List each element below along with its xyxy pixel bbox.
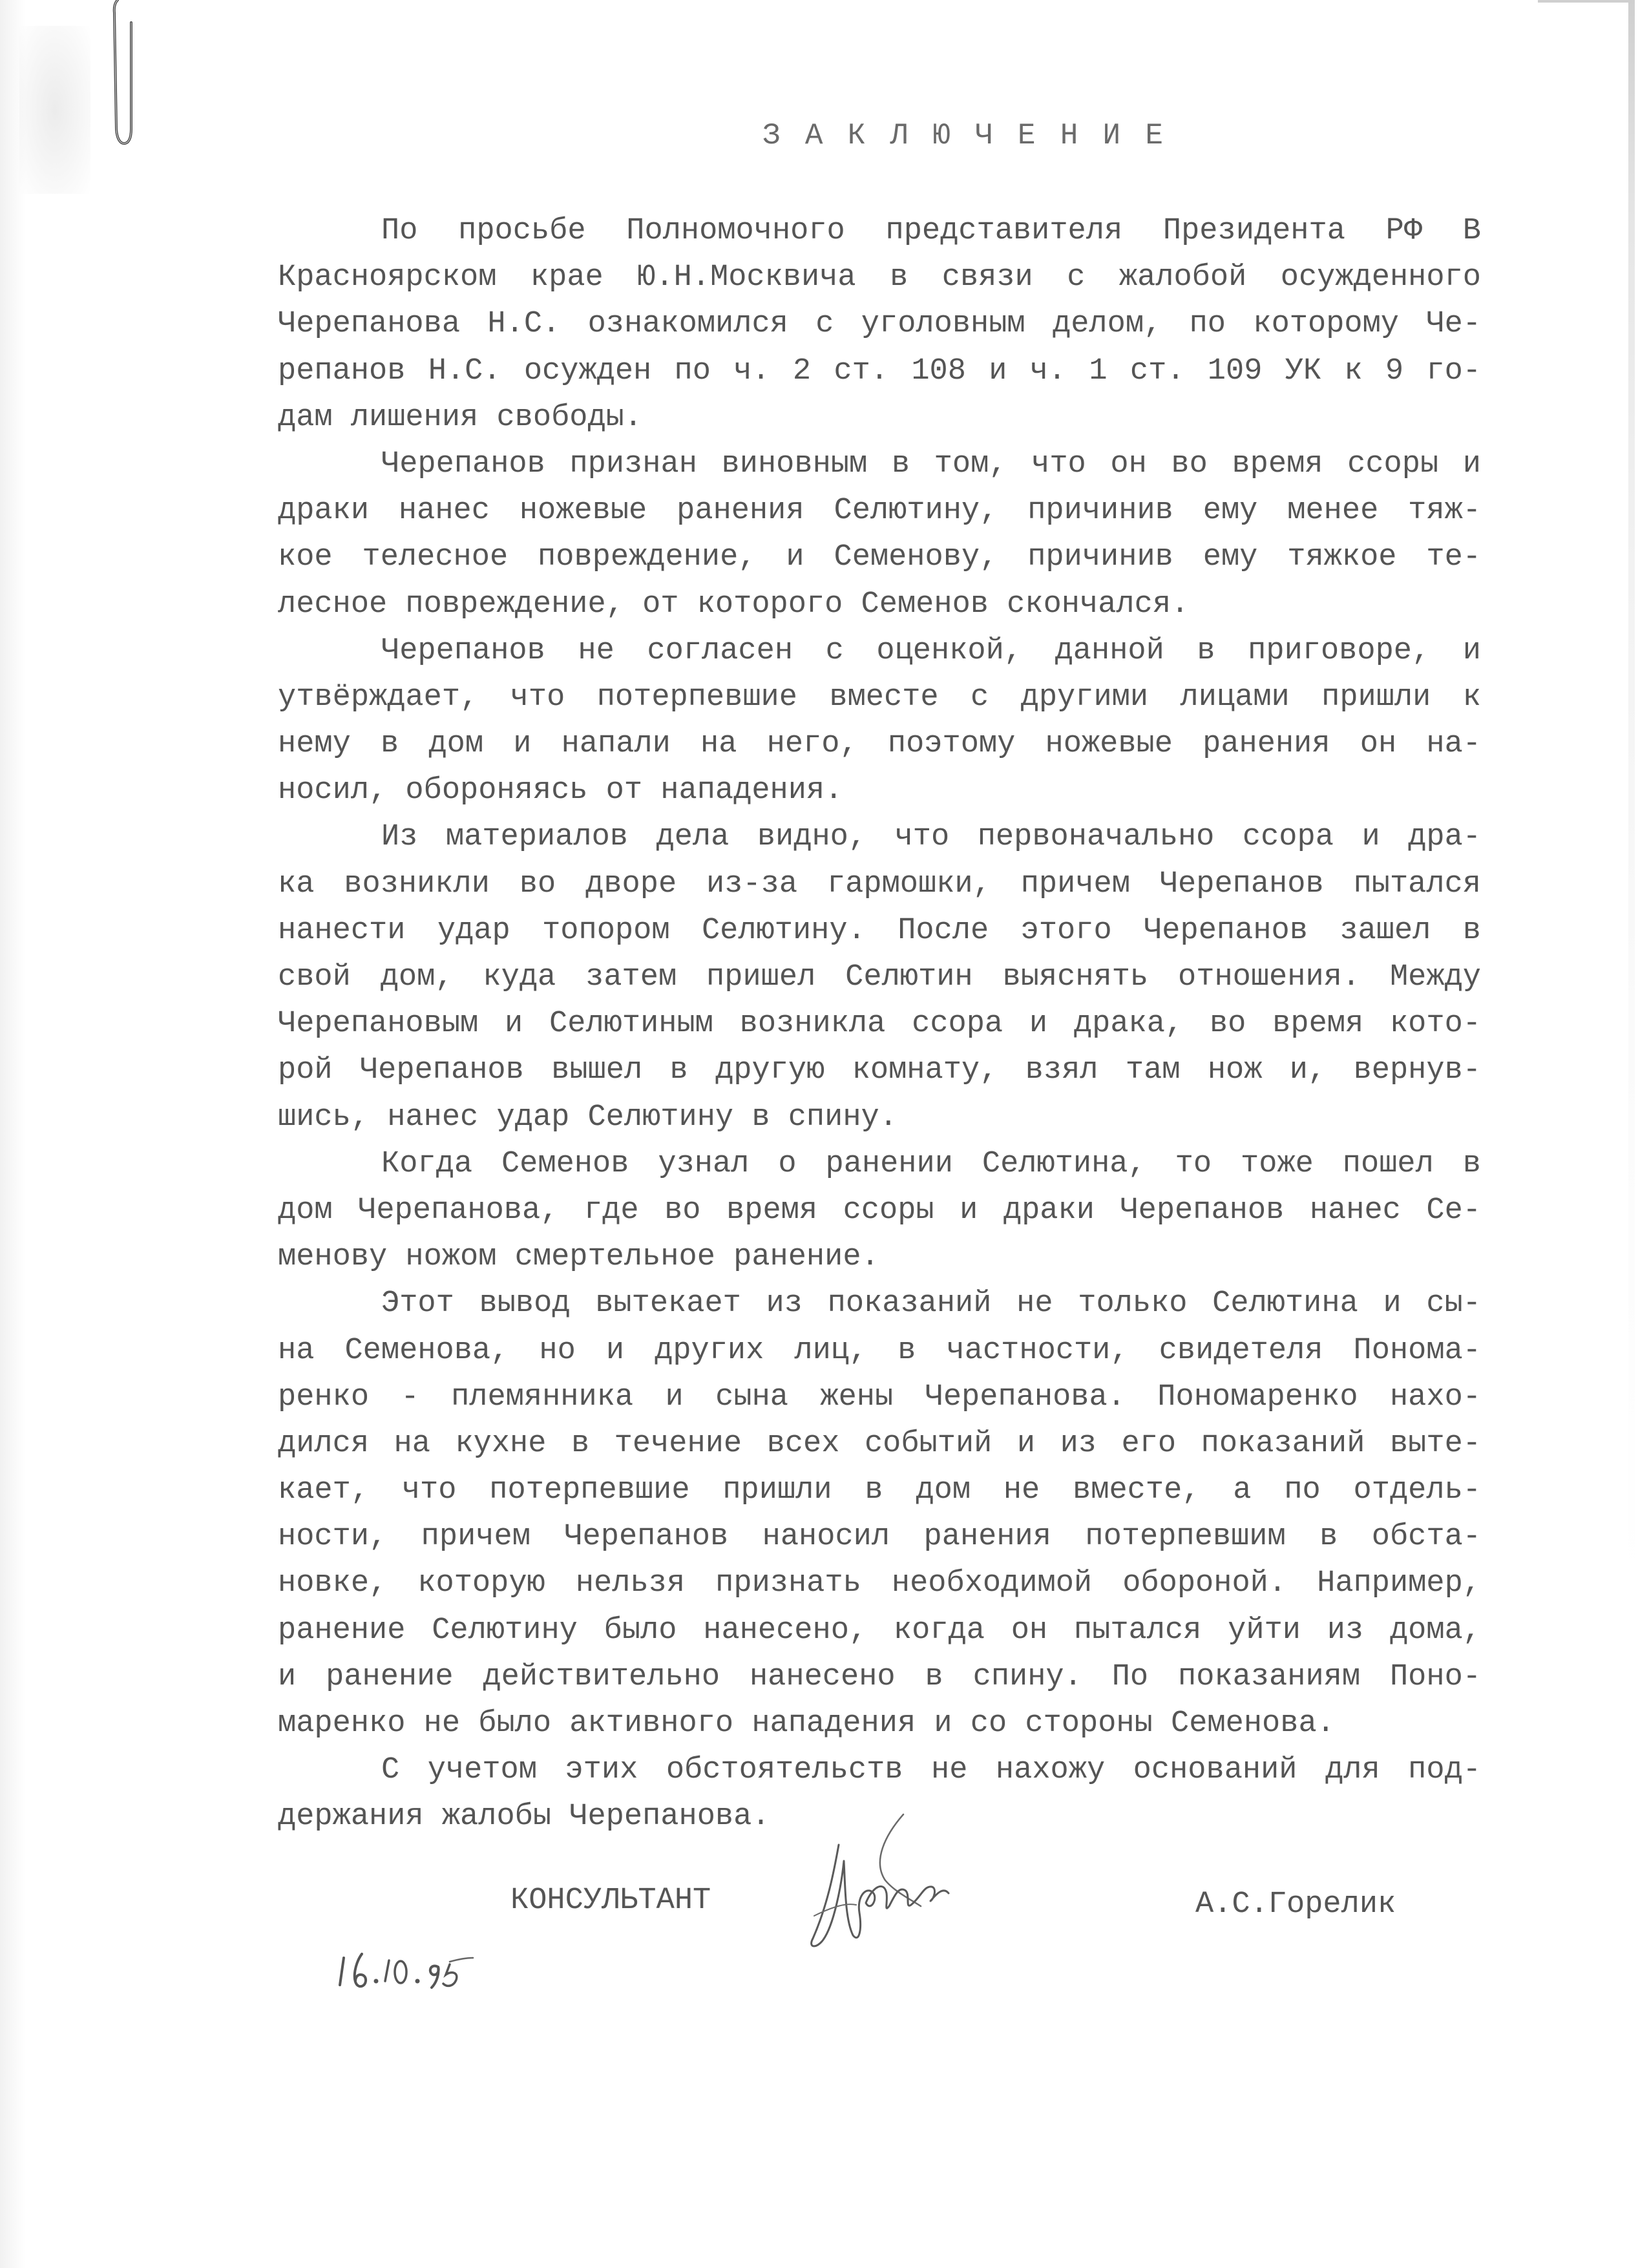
text-line: и ранение действительно нанесено в спину. По показаниям Поно- bbox=[278, 1659, 1481, 1694]
text-line: нему в дом и напали на него, поэтому ножевые ранения он на- bbox=[278, 727, 1481, 762]
text-line: Красноярском крае Ю.Н.Москвича в связи с жалобой осужденного bbox=[278, 260, 1481, 295]
text-line: лесное повреждение, от которого Семенов скончался. bbox=[278, 587, 1190, 622]
scan-smudge bbox=[19, 26, 90, 194]
text-line: носил, обороняясь от нападения. bbox=[278, 773, 843, 808]
text-line: дился на кухне в течение всех событий и из его показаний выте- bbox=[278, 1426, 1481, 1461]
text-line: кое телесное повреждение, и Семенову, причинив ему тяжкое те- bbox=[278, 540, 1481, 575]
text-line: Этот вывод вытекает из показаний не только Селютина и сы- bbox=[381, 1286, 1481, 1321]
page-right-edge bbox=[1628, 0, 1635, 2268]
text-line: Из материалов дела видно, что первоначально ссора и дра- bbox=[381, 820, 1481, 855]
document-title: З А К Л Ю Ч Е Н И Е bbox=[762, 119, 1163, 152]
text-line: держания жалобы Черепанова. bbox=[278, 1800, 770, 1834]
signatory-name: А.С.Горелик bbox=[1195, 1887, 1396, 1922]
document-body bbox=[278, 208, 1481, 1841]
text-line: Черепанов не согласен с оценкой, данной в приговоре, и bbox=[381, 633, 1481, 668]
text-line: кает, что потерпевшие пришли в дом не вместе, а по отдель- bbox=[278, 1473, 1481, 1508]
text-line: рой Черепанов вышел в другую комнату, взял там нож и, вернув- bbox=[278, 1053, 1481, 1088]
text-line: маренко не было активного нападения и со стороны Семенова. bbox=[278, 1706, 1335, 1741]
text-line: репанов Н.С. осужден по ч. 2 ст. 108 и ч. 1 ст. 109 УК к 9 го- bbox=[278, 353, 1481, 388]
scan-left-shadow bbox=[0, 0, 26, 2268]
handwritten-signature bbox=[808, 1790, 1079, 1951]
text-line: свой дом, куда затем пришел Селютин выяснять отношения. Между bbox=[278, 960, 1481, 994]
text-line: нанести удар топором Селютину. После этого Черепанов зашел в bbox=[278, 913, 1481, 948]
text-line: ности, причем Черепанов наносил ранения потерпевшим в обста- bbox=[278, 1520, 1481, 1555]
paragraph bbox=[278, 814, 1481, 1140]
text-line: ренко - племянника и сына жены Черепанова. Пономаренко нахо- bbox=[278, 1380, 1481, 1414]
handwritten-date bbox=[336, 1938, 491, 1997]
text-line: шись, нанес удар Селютину в спину. bbox=[278, 1100, 898, 1135]
text-line: новке, которую нельзя признать необходимой обороной. Например, bbox=[278, 1566, 1481, 1601]
text-line: С учетом этих обстоятельств не нахожу оснований для под- bbox=[381, 1753, 1481, 1788]
text-line: Черепанова Н.С. ознакомился с уголовным делом, по которому Че- bbox=[278, 307, 1481, 342]
paragraph bbox=[278, 1141, 1481, 1281]
text-line: По просьбе Полномочного представителя Президента РФ В bbox=[381, 214, 1481, 248]
paragraph bbox=[278, 441, 1481, 628]
paragraph bbox=[278, 628, 1481, 815]
text-line: Черепанов признан виновным в том, что он во время ссоры и bbox=[381, 446, 1481, 481]
paragraph bbox=[278, 208, 1481, 441]
text-line: менову ножом смертельное ранение. bbox=[278, 1240, 879, 1275]
text-line: ка возникли во дворе из-за гармошки, причем Черепанов пытался bbox=[278, 866, 1481, 901]
paperclip-icon bbox=[110, 0, 149, 155]
text-line: Черепановым и Селютиным возникла ссора и драка, во время кото- bbox=[278, 1007, 1481, 1042]
signatory-position: КОНСУЛЬТАНТ bbox=[510, 1884, 711, 1918]
text-line: ранение Селютину было нанесено, когда он пытался уйти из дома, bbox=[278, 1613, 1481, 1648]
text-line: Когда Семенов узнал о ранении Селютина, то тоже пошел в bbox=[381, 1146, 1481, 1181]
page-top-edge bbox=[1538, 0, 1635, 3]
text-line: дом Черепанова, где во время ссоры и драки Черепанов нанес Се- bbox=[278, 1193, 1481, 1228]
text-line: дам лишения свободы. bbox=[278, 400, 643, 435]
text-line: на Семенова, но и других лиц, в частности, свидетеля Понома- bbox=[278, 1333, 1481, 1368]
paragraph bbox=[278, 1281, 1481, 1747]
text-line: драки нанес ножевые ранения Селютину, причинив ему менее тяж- bbox=[278, 494, 1481, 529]
text-line: утвёрждает, что потерпевшие вместе с другими лицами пришли к bbox=[278, 680, 1481, 715]
